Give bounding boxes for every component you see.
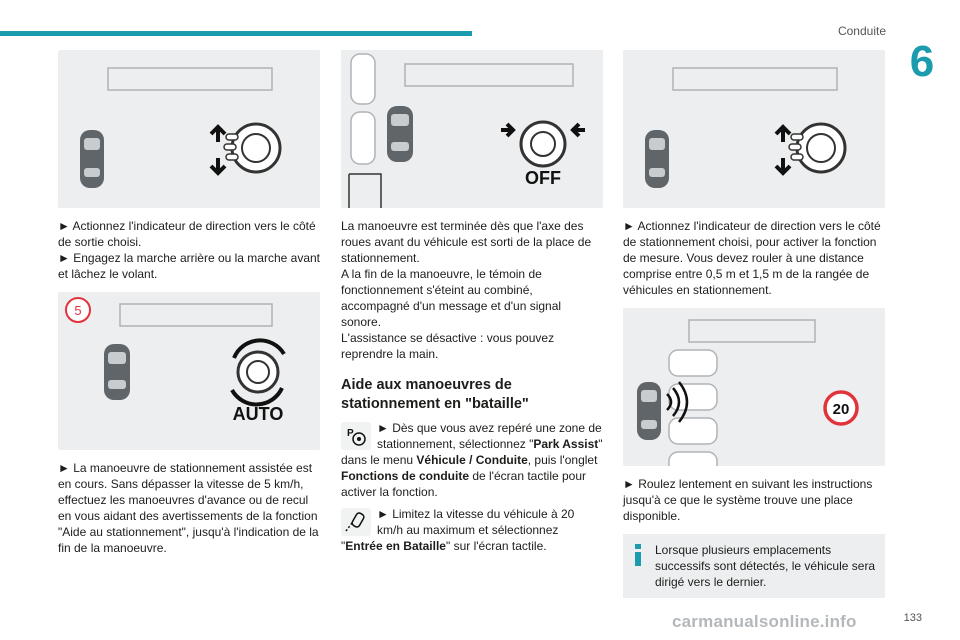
text-run: , puis l'onglet [527,453,598,467]
figure-manoeuvre-off [341,50,603,208]
step-activate [341,420,603,500]
svg-text:P: P [347,428,354,439]
menu-vehicle-conduite: Véhicule / Conduite [416,453,528,467]
section-heading: Aide aux manoeuvres de stationnement en "bataille" [341,377,529,412]
arrow-down-icon [211,158,225,173]
figure-auto-manoeuvre [58,292,320,450]
car-icon [645,130,669,188]
step-badge-number: 5 [74,303,82,318]
steering-wheel-icon [224,124,280,172]
car-icon [80,130,104,188]
instruction-line: ► Actionnez l'indicateur de direction vers le côté de stationnement choisi, pour activer la fonction de mesure. Vous devez rouler à une distance comprise entre 0,5 m et 1,5 m de la rangée de véhicules en stationnement. [623,219,881,297]
column-1 [58,50,320,556]
figure-speed-limit [623,308,885,466]
instruction-text-3 [623,218,885,298]
parking-space-outline [349,174,381,208]
arrow-down-icon [776,158,790,173]
text-run: ► Dès que vous avez repéré une zone de stationnement, sélectionnez " [377,421,602,451]
top-accent-bar [0,31,472,36]
car-icon [104,344,130,400]
car-icon [387,106,413,162]
text-run: " dans le menu [341,437,603,467]
parked-car-icon [669,350,717,466]
arrow-up-icon [776,127,790,142]
illustration-exit-indicator [58,50,320,208]
instruction-line: ► Engagez la marche arrière ou la marche avant et lâchez le volant. [58,251,321,281]
instruction-line: ► Actionnez l'indicateur de direction vers le côté de sortie choisi. [58,219,316,249]
steering-wheel-icon [789,124,845,172]
section-title: Conduite [837,24,886,38]
text-run: " sur l'écran tactile. [445,539,547,553]
info-icon [632,544,644,566]
info-note [623,534,885,598]
paragraph-line: L'assistance se désactive : vous pouvez reprendre la main. [341,331,555,361]
instruction-text-1 [58,218,320,282]
column-3 [623,50,885,598]
step-select-bataille [341,506,603,554]
button-entree-en-bataille: Entrée en Bataille [345,539,446,553]
tab-fonctions-de-conduite: Fonctions de conduite [341,469,469,483]
watermark: carmanualsonline.info [672,612,857,631]
car-icon [637,382,661,440]
menu-item-park-assist: Park Assist [533,437,599,451]
text-run: ► Limitez la vitesse du véhicule à 20 km/h au maximum et sélectionnez " [341,507,575,553]
arrow-up-icon [211,127,225,142]
off-label: OFF [525,168,561,188]
text-run: de l'écran tactile pour activer la fonction. [341,469,587,499]
speed-limit-value: 20 [832,401,850,418]
illustration-auto-manoeuvre [58,292,320,450]
figure-indicator-exit [58,50,320,208]
parked-car-icon [351,54,375,164]
park-assist-icon [341,422,371,450]
illustration-indicator-measure [623,50,885,208]
paragraph-line: La manoeuvre est terminée dès que l'axe des roues avant du véhicule est sorti de la place de stationnement. [341,219,592,265]
paragraph-line: A la fin de la manoeuvre, le témoin de fonctionnement s'éteint au combiné, accompagné d'un message et d'un signal sonore. [341,267,562,329]
page-number: 133 [903,612,922,624]
instruction-line: ► La manoeuvre de stationnement assistée est en cours. Sans dépasser la vitesse de 5 km/h, effectuez les manoeuvres d'avance ou de recul en vous aidant des avertissements de la fonction "Aide au stationnement", jusqu'à l'indication de la fin de la manoeuvre. [58,461,319,555]
completion-text [341,218,603,362]
instruction-text-2 [58,460,320,556]
instruction-text-4 [623,476,885,524]
auto-steering-icon [232,340,284,404]
chapter-number: 6 [909,37,935,86]
illustration-speed-limit [623,308,885,466]
info-text: Lorsque plusieurs emplacements successifs sont détectés, le véhicule sera dirigé vers le dernier. [655,543,876,589]
steering-wheel-icon [501,122,585,166]
illustration-manoeuvre-off [341,50,603,208]
parking-mode-icon [341,508,371,536]
column-2 [341,50,603,554]
figure-indicator-measure [623,50,885,208]
instruction-line: ► Roulez lentement en suivant les instructions jusqu'à ce que le système trouve une place disponible. [623,477,873,523]
auto-label: AUTO [232,404,284,424]
